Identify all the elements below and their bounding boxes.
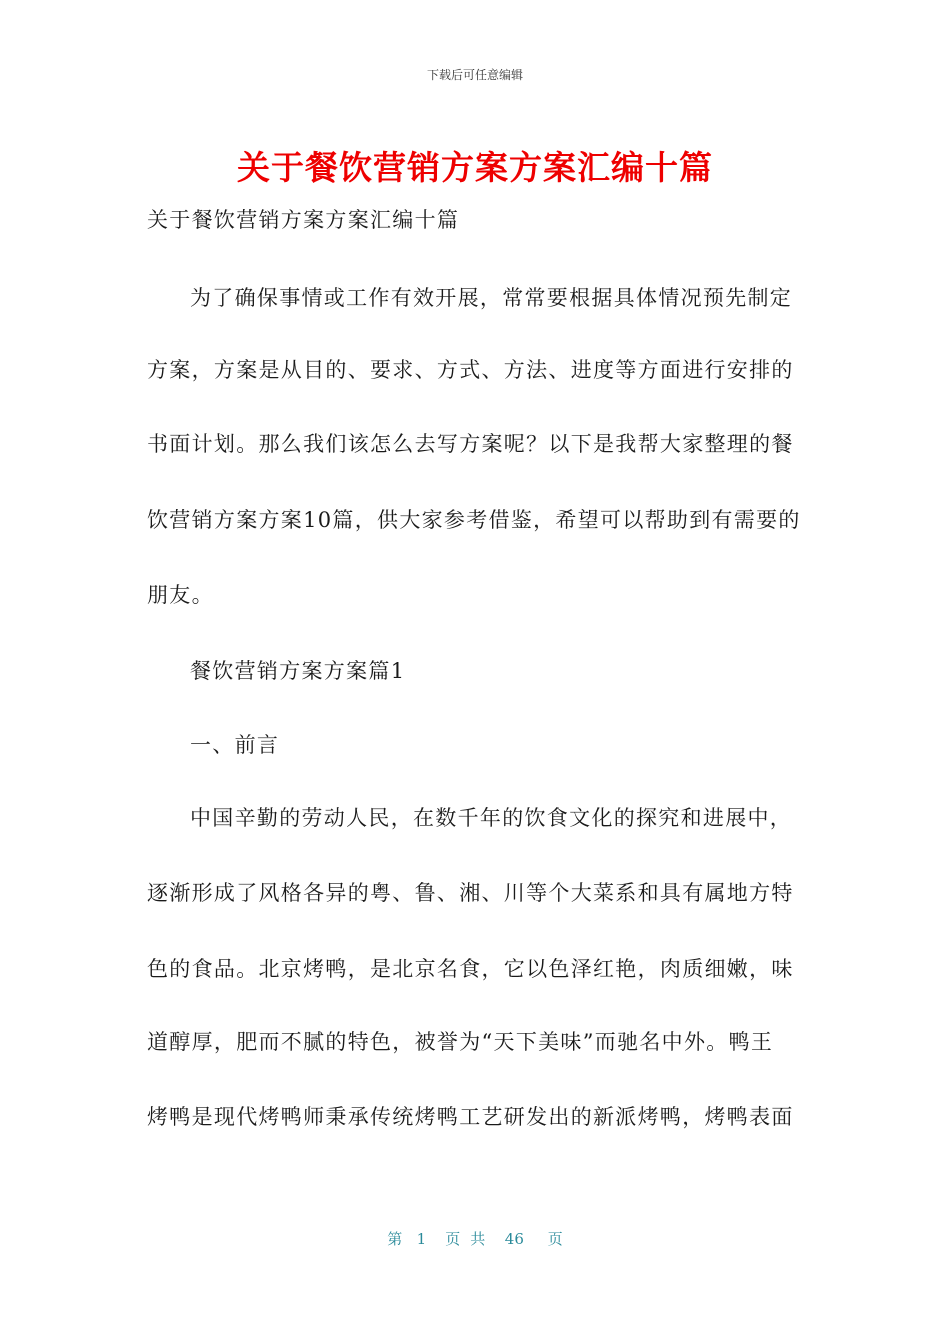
subtitle-line: 关于餐饮营销方案方案汇编十篇: [147, 208, 460, 232]
document-title: 关于餐饮营销方案方案汇编十篇: [237, 148, 713, 187]
body-line-4: 道醇厚，肥而不腻的特色，被誉为“天下美味”而驰名中外。鸭王: [147, 1030, 774, 1054]
intro-line-2: 方案，方案是从目的、要求、方式、方法、进度等方面进行安排的: [147, 358, 794, 382]
header-note: 下载后可任意编辑: [426, 68, 523, 82]
footer-suffix: 页: [547, 1230, 563, 1248]
footer-middle: 页共: [445, 1230, 496, 1248]
body-line-1: 中国辛勤的劳动人民，在数千年的饮食文化的探究和进展中，: [190, 806, 793, 830]
intro-line-1: 为了确保事情或工作有效开展，常常要根据具体情况预先制定: [190, 286, 793, 310]
intro-line-5: 朋友。: [147, 583, 214, 607]
footer-total-pages: 46: [504, 1230, 524, 1248]
body-line-5: 烤鸭是现代烤鸭师秉承传统烤鸭工艺研发出的新派烤鸭，烤鸭表面: [147, 1105, 794, 1129]
page-footer: [0, 1228, 950, 1249]
intro-line-4: 饮营销方案方案10篇，供大家参考借鉴，希望可以帮助到有需要的: [147, 508, 801, 532]
body-line-2: 逐渐形成了风格各异的粤、鲁、湘、川等个大菜系和具有属地方特: [147, 881, 794, 905]
footer-prefix: 第: [387, 1230, 403, 1248]
section-heading: 餐饮营销方案方案篇1: [190, 659, 406, 683]
intro-line-3: 书面计划。那么我们该怎么去写方案呢？以下是我帮大家整理的餐: [147, 432, 794, 456]
footer-page-number: 1: [416, 1230, 427, 1248]
body-line-3: 色的食品。北京烤鸭，是北京名食，它以色泽红艳，肉质细嫩，味: [147, 957, 794, 981]
subsection-heading: 一、前言: [190, 733, 280, 757]
